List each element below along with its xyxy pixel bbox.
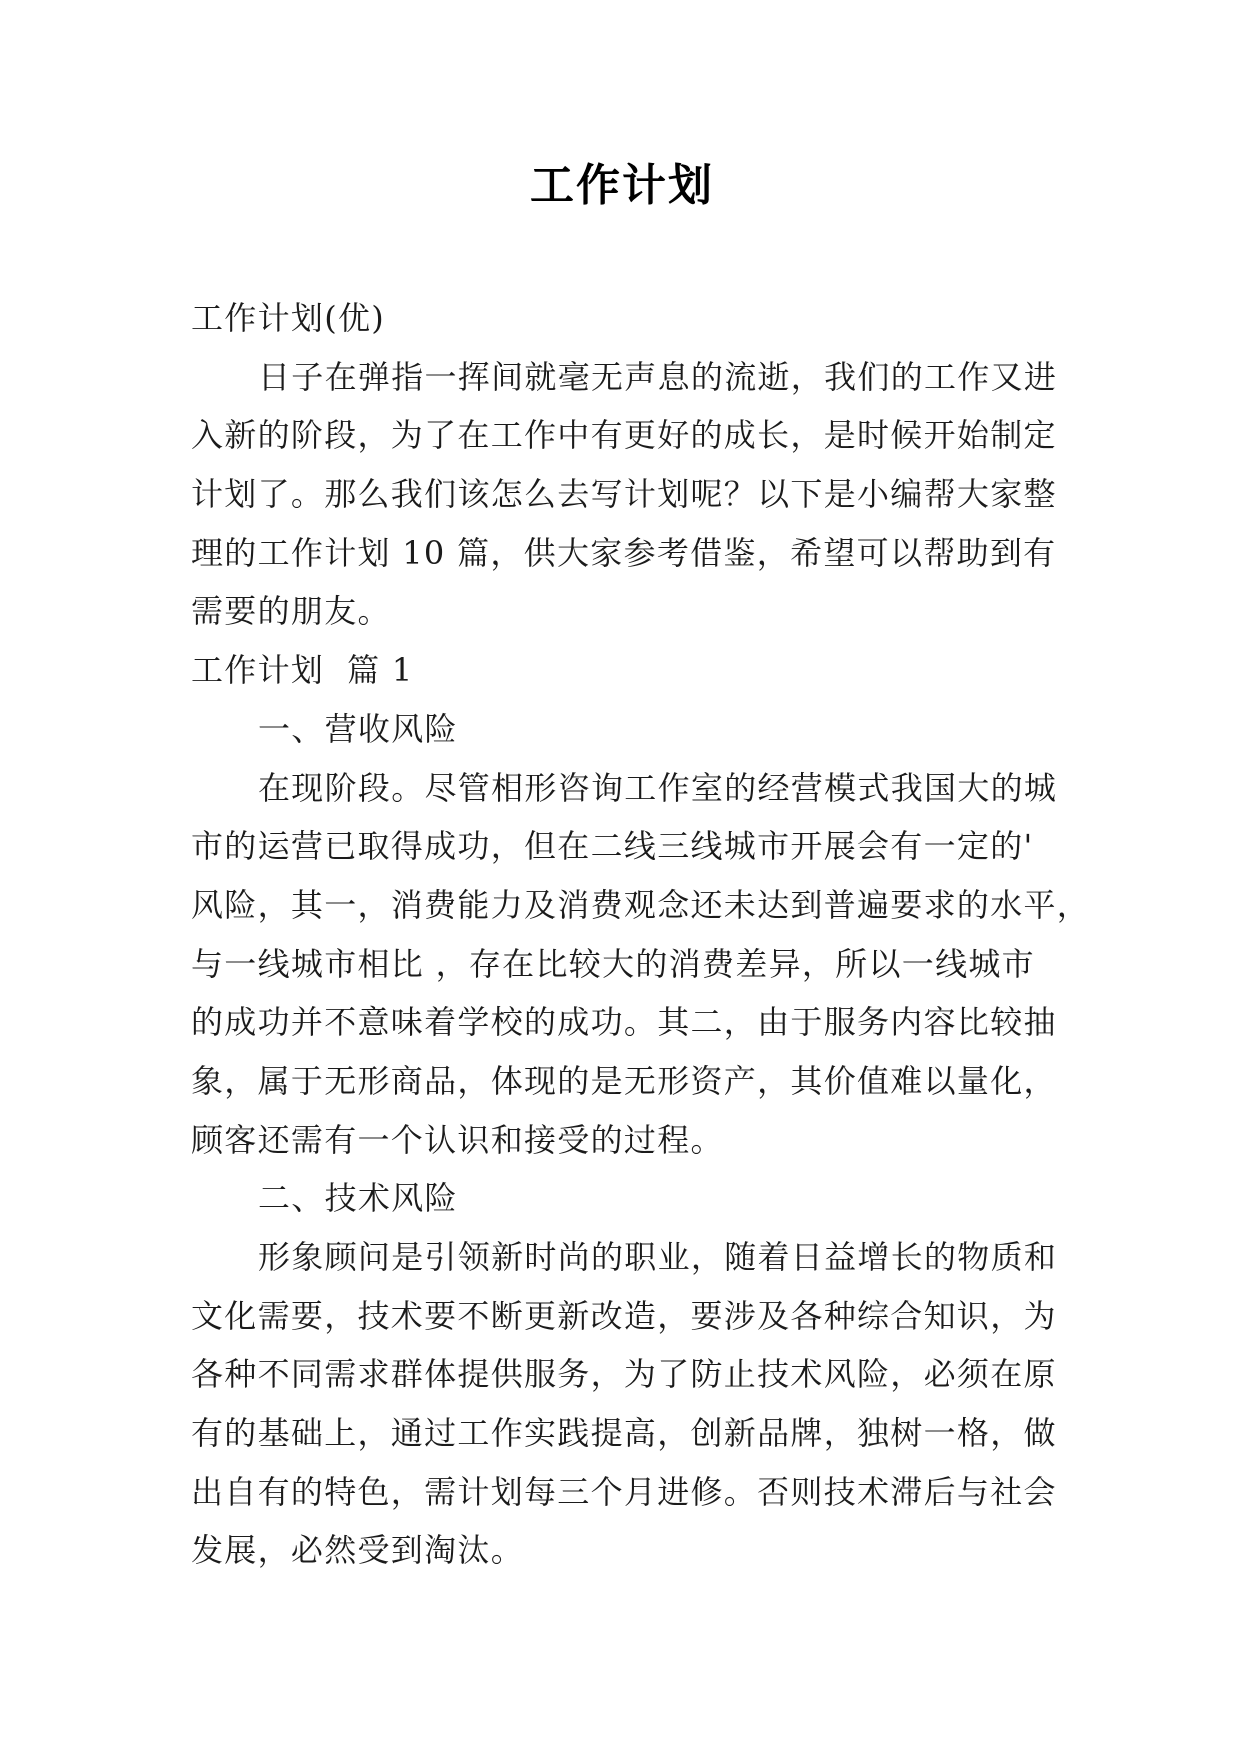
paragraph-line: 形象顾问是引领新时尚的职业，随着日益增长的物质和	[258, 1238, 1058, 1276]
paragraph-line: 在现阶段。尽管相形咨询工作室的经营模式我国大的城	[258, 768, 1058, 807]
paragraph	[191, 1228, 1091, 1580]
heading-line: 工作计划 篇 1	[191, 651, 414, 690]
paragraph-line: 风险，其一，消费能力及消费观念还未达到普遍要求的水平，	[191, 885, 1091, 924]
paragraph-line: 各种不同需求群体提供服务，为了防止技术风险，必须在原	[191, 1355, 1057, 1394]
paragraph-line: 日子在弹指一挥间就毫无声息的流逝，我们的工作又进	[258, 357, 1058, 396]
paragraph-line: 顾客还需有一个认识和接受的过程。	[191, 1120, 724, 1159]
document-body	[191, 289, 1091, 1580]
paragraph-line: 理的工作计划 10 篇，供大家参考借鉴，希望可以帮助到有	[191, 533, 1057, 572]
paragraph-line: 有的基础上，通过工作实践提高，创新品牌，独树一格，做	[191, 1414, 1057, 1453]
paragraph	[191, 348, 1091, 641]
subheading	[191, 1169, 1091, 1228]
paragraph	[191, 759, 1091, 1170]
paragraph-line: 的成功并不意味着学校的成功。其二，由于服务内容比较抽	[191, 1003, 1057, 1042]
page-title: 工作计划	[530, 160, 714, 211]
paragraph-line: 入新的阶段，为了在工作中有更好的成长，是时候开始制定	[191, 416, 1057, 455]
subheading-line: 一、营收风险	[258, 709, 458, 748]
section-heading	[191, 641, 1091, 700]
subheading-line: 二、技术风险	[258, 1179, 458, 1218]
subheading	[191, 700, 1091, 759]
paragraph-line: 市的运营已取得成功，但在二线三线城市开展会有一定的'	[191, 827, 1034, 866]
paragraph-line: 计划了。那么我们该怎么去写计划呢？以下是小编帮大家整	[191, 475, 1057, 514]
paragraph-line: 发展，必然受到淘汰。	[191, 1531, 525, 1570]
paragraph-line: 与一线城市相比 ，存在比较大的消费差异，所以一线城市	[191, 944, 1035, 983]
paragraph-line: 文化需要，技术要不断更新改造，要涉及各种综合知识，为	[191, 1296, 1057, 1335]
paragraph-line: 需要的朋友。	[191, 592, 391, 631]
section-heading	[191, 289, 1091, 348]
paragraph-line: 出自有的特色，需计划每三个月进修。否则技术滞后与社会	[191, 1472, 1057, 1511]
heading-line: 工作计划(优)	[191, 299, 386, 337]
paragraph-line: 象，属于无形商品，体现的是无形资产，其价值难以量化，	[191, 1061, 1057, 1100]
